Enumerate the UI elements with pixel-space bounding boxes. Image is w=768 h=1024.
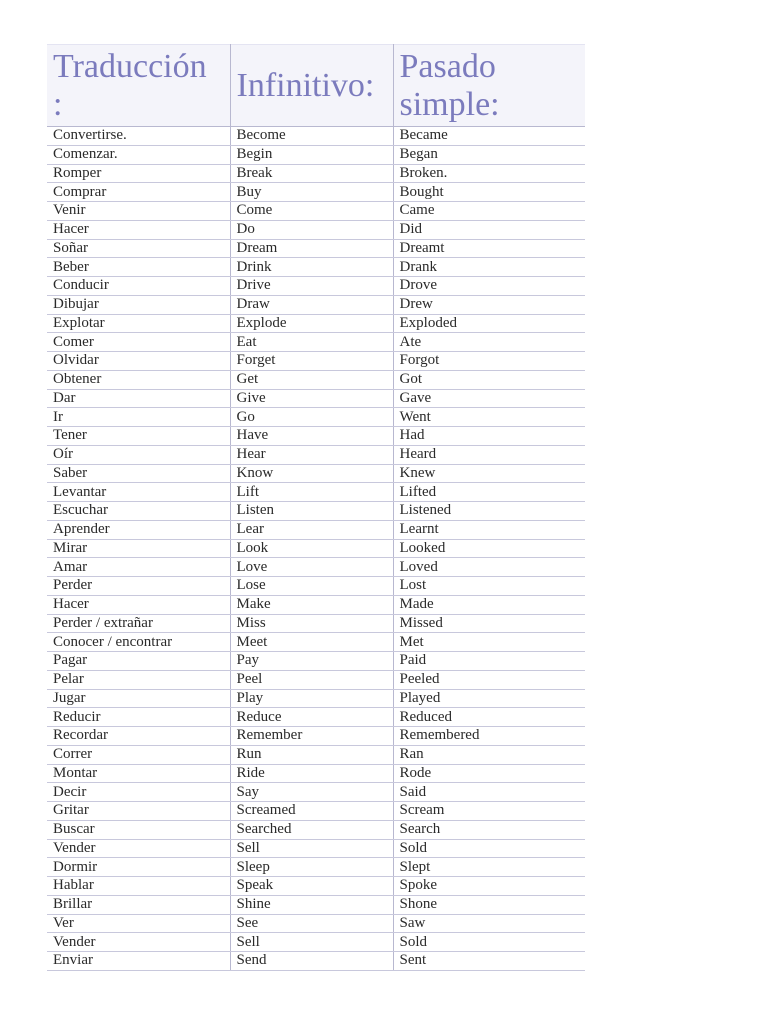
cell-infinitivo: Go — [230, 408, 393, 427]
cell-pasado-simple: Gave — [393, 389, 585, 408]
cell-traduccion: Perder / extrañar — [47, 614, 230, 633]
table-row — [47, 820, 585, 839]
cell-pasado-simple: Slept — [393, 858, 585, 877]
cell-pasado-simple: Scream — [393, 802, 585, 821]
cell-traduccion: Soñar — [47, 239, 230, 258]
cell-traduccion: Obtener — [47, 370, 230, 389]
cell-infinitivo: Do — [230, 220, 393, 239]
cell-traduccion: Brillar — [47, 895, 230, 914]
cell-infinitivo: Run — [230, 745, 393, 764]
cell-traduccion: Comprar — [47, 183, 230, 202]
cell-infinitivo: Ride — [230, 764, 393, 783]
cell-traduccion: Hacer — [47, 595, 230, 614]
cell-traduccion: Vender — [47, 839, 230, 858]
cell-traduccion: Romper — [47, 164, 230, 183]
cell-infinitivo: Sell — [230, 839, 393, 858]
cell-infinitivo: Sleep — [230, 858, 393, 877]
cell-infinitivo: Sell — [230, 933, 393, 952]
cell-infinitivo: Dream — [230, 239, 393, 258]
cell-traduccion: Jugar — [47, 689, 230, 708]
cell-pasado-simple: Peeled — [393, 670, 585, 689]
table-row — [47, 427, 585, 446]
cell-traduccion: Perder — [47, 577, 230, 596]
cell-infinitivo: Meet — [230, 633, 393, 652]
table-row — [47, 745, 585, 764]
cell-traduccion: Reducir — [47, 708, 230, 727]
cell-pasado-simple: Bought — [393, 183, 585, 202]
cell-traduccion: Conducir — [47, 277, 230, 296]
cell-traduccion: Tener — [47, 427, 230, 446]
table-row — [47, 464, 585, 483]
cell-pasado-simple: Spoke — [393, 877, 585, 896]
cell-pasado-simple: Began — [393, 145, 585, 164]
table-row — [47, 389, 585, 408]
cell-infinitivo: Peel — [230, 670, 393, 689]
cell-traduccion: Levantar — [47, 483, 230, 502]
header-pasado-simple: Pasado simple: — [393, 45, 585, 127]
cell-pasado-simple: Sold — [393, 839, 585, 858]
cell-infinitivo: Send — [230, 952, 393, 971]
cell-traduccion: Vender — [47, 933, 230, 952]
table-row — [47, 333, 585, 352]
cell-traduccion: Conocer / encontrar — [47, 633, 230, 652]
table-row — [47, 277, 585, 296]
table-row — [47, 895, 585, 914]
cell-infinitivo: Shine — [230, 895, 393, 914]
table-row — [47, 352, 585, 371]
cell-infinitivo: Buy — [230, 183, 393, 202]
header-row — [47, 45, 585, 127]
cell-pasado-simple: Remembered — [393, 727, 585, 746]
cell-infinitivo: Pay — [230, 652, 393, 671]
cell-traduccion: Amar — [47, 558, 230, 577]
cell-pasado-simple: Played — [393, 689, 585, 708]
cell-infinitivo: Play — [230, 689, 393, 708]
cell-pasado-simple: Did — [393, 220, 585, 239]
cell-pasado-simple: Went — [393, 408, 585, 427]
table-row — [47, 520, 585, 539]
cell-pasado-simple: Heard — [393, 445, 585, 464]
table-row — [47, 914, 585, 933]
cell-pasado-simple: Ran — [393, 745, 585, 764]
table-row — [47, 858, 585, 877]
cell-pasado-simple: Said — [393, 783, 585, 802]
cell-traduccion: Correr — [47, 745, 230, 764]
cell-traduccion: Dormir — [47, 858, 230, 877]
table-row — [47, 239, 585, 258]
cell-infinitivo: Remember — [230, 727, 393, 746]
table-row — [47, 614, 585, 633]
table-row — [47, 802, 585, 821]
table-row — [47, 595, 585, 614]
cell-traduccion: Comenzar. — [47, 145, 230, 164]
header-infinitivo: Infinitivo: — [230, 45, 393, 127]
cell-pasado-simple: Reduced — [393, 708, 585, 727]
cell-pasado-simple: Rode — [393, 764, 585, 783]
cell-pasado-simple: Got — [393, 370, 585, 389]
cell-infinitivo: Explode — [230, 314, 393, 333]
table-row — [47, 314, 585, 333]
cell-infinitivo: Drink — [230, 258, 393, 277]
table-row — [47, 839, 585, 858]
cell-infinitivo: Reduce — [230, 708, 393, 727]
cell-pasado-simple: Exploded — [393, 314, 585, 333]
cell-traduccion: Dibujar — [47, 295, 230, 314]
cell-traduccion: Comer — [47, 333, 230, 352]
table-row — [47, 764, 585, 783]
cell-pasado-simple: Shone — [393, 895, 585, 914]
table-row — [47, 370, 585, 389]
cell-traduccion: Buscar — [47, 820, 230, 839]
cell-infinitivo: Forget — [230, 352, 393, 371]
cell-infinitivo: Lear — [230, 520, 393, 539]
cell-infinitivo: See — [230, 914, 393, 933]
cell-infinitivo: Become — [230, 127, 393, 146]
cell-infinitivo: Say — [230, 783, 393, 802]
cell-infinitivo: Break — [230, 164, 393, 183]
cell-pasado-simple: Search — [393, 820, 585, 839]
table-row — [47, 164, 585, 183]
cell-pasado-simple: Drew — [393, 295, 585, 314]
cell-traduccion: Enviar — [47, 952, 230, 971]
cell-pasado-simple: Loved — [393, 558, 585, 577]
cell-pasado-simple: Sent — [393, 952, 585, 971]
cell-traduccion: Mirar — [47, 539, 230, 558]
table-row — [47, 727, 585, 746]
table-row — [47, 258, 585, 277]
cell-pasado-simple: Drank — [393, 258, 585, 277]
cell-pasado-simple: Paid — [393, 652, 585, 671]
cell-infinitivo: Listen — [230, 502, 393, 521]
table-row — [47, 445, 585, 464]
cell-traduccion: Olvidar — [47, 352, 230, 371]
cell-infinitivo: Screamed — [230, 802, 393, 821]
table-row — [47, 539, 585, 558]
cell-traduccion: Convertirse. — [47, 127, 230, 146]
cell-pasado-simple: Drove — [393, 277, 585, 296]
cell-traduccion: Ver — [47, 914, 230, 933]
cell-traduccion: Explotar — [47, 314, 230, 333]
table-row — [47, 483, 585, 502]
cell-traduccion: Pagar — [47, 652, 230, 671]
cell-pasado-simple: Looked — [393, 539, 585, 558]
table-row — [47, 127, 585, 146]
table-row — [47, 220, 585, 239]
cell-infinitivo: Lift — [230, 483, 393, 502]
table-row — [47, 708, 585, 727]
cell-traduccion: Saber — [47, 464, 230, 483]
cell-pasado-simple: Listened — [393, 502, 585, 521]
cell-pasado-simple: Missed — [393, 614, 585, 633]
table-row — [47, 202, 585, 221]
cell-pasado-simple: Ate — [393, 333, 585, 352]
cell-pasado-simple: Dreamt — [393, 239, 585, 258]
cell-traduccion: Pelar — [47, 670, 230, 689]
cell-traduccion: Escuchar — [47, 502, 230, 521]
cell-pasado-simple: Saw — [393, 914, 585, 933]
cell-pasado-simple: Knew — [393, 464, 585, 483]
table-row — [47, 783, 585, 802]
cell-pasado-simple: Forgot — [393, 352, 585, 371]
cell-pasado-simple: Came — [393, 202, 585, 221]
table-row — [47, 295, 585, 314]
cell-infinitivo: Searched — [230, 820, 393, 839]
cell-traduccion: Oír — [47, 445, 230, 464]
table-row — [47, 633, 585, 652]
cell-infinitivo: Have — [230, 427, 393, 446]
table-row — [47, 689, 585, 708]
cell-traduccion: Beber — [47, 258, 230, 277]
cell-infinitivo: Get — [230, 370, 393, 389]
table-row — [47, 502, 585, 521]
cell-infinitivo: Make — [230, 595, 393, 614]
cell-pasado-simple: Learnt — [393, 520, 585, 539]
table-row — [47, 933, 585, 952]
table-row — [47, 952, 585, 971]
table-row — [47, 877, 585, 896]
cell-pasado-simple: Became — [393, 127, 585, 146]
cell-traduccion: Recordar — [47, 727, 230, 746]
cell-infinitivo: Know — [230, 464, 393, 483]
cell-infinitivo: Look — [230, 539, 393, 558]
table-row — [47, 145, 585, 164]
cell-infinitivo: Speak — [230, 877, 393, 896]
table-row — [47, 558, 585, 577]
table-row — [47, 577, 585, 596]
cell-pasado-simple: Met — [393, 633, 585, 652]
cell-traduccion: Gritar — [47, 802, 230, 821]
cell-traduccion: Venir — [47, 202, 230, 221]
cell-infinitivo: Miss — [230, 614, 393, 633]
cell-infinitivo: Lose — [230, 577, 393, 596]
table-row — [47, 670, 585, 689]
cell-traduccion: Aprender — [47, 520, 230, 539]
cell-traduccion: Hacer — [47, 220, 230, 239]
cell-traduccion: Ir — [47, 408, 230, 427]
cell-traduccion: Dar — [47, 389, 230, 408]
cell-pasado-simple: Sold — [393, 933, 585, 952]
cell-infinitivo: Hear — [230, 445, 393, 464]
cell-traduccion: Montar — [47, 764, 230, 783]
table-row — [47, 652, 585, 671]
verb-table — [47, 44, 585, 971]
cell-pasado-simple: Lost — [393, 577, 585, 596]
cell-infinitivo: Come — [230, 202, 393, 221]
header-traduccion: Traducción : — [47, 45, 230, 127]
cell-traduccion: Decir — [47, 783, 230, 802]
cell-infinitivo: Begin — [230, 145, 393, 164]
cell-infinitivo: Drive — [230, 277, 393, 296]
table-body — [47, 127, 585, 971]
cell-pasado-simple: Broken. — [393, 164, 585, 183]
cell-infinitivo: Draw — [230, 295, 393, 314]
cell-traduccion: Hablar — [47, 877, 230, 896]
table-row — [47, 408, 585, 427]
cell-pasado-simple: Lifted — [393, 483, 585, 502]
cell-infinitivo: Love — [230, 558, 393, 577]
cell-pasado-simple: Made — [393, 595, 585, 614]
table-row — [47, 183, 585, 202]
cell-infinitivo: Eat — [230, 333, 393, 352]
cell-infinitivo: Give — [230, 389, 393, 408]
cell-pasado-simple: Had — [393, 427, 585, 446]
